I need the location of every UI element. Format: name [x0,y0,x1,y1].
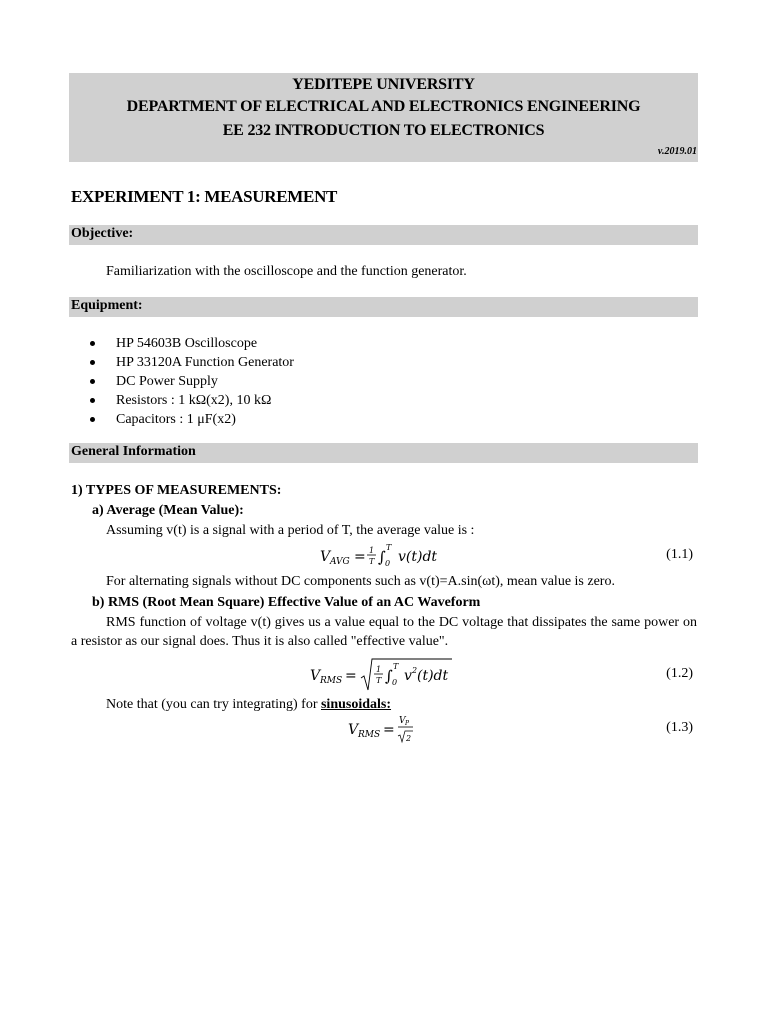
sub-a-title: a) Average (Mean Value): [92,503,244,518]
general-info-section-bar [69,443,698,463]
svg-text:2: 2 [406,734,412,743]
svg-text:V: V [348,722,359,738]
equation-rms-sinusoidal-svg [348,712,428,746]
list-item: HP 33120A Function Generator [90,353,294,372]
university-name: YEDITEPE UNIVERSITY [292,76,475,93]
equation-rms-svg [310,656,470,694]
svg-text:2: 2 [412,666,418,675]
svg-text:1: 1 [369,546,375,555]
svg-text:V: V [399,716,406,726]
svg-text:(t)dt: (t)dt [417,668,449,684]
equation-average [320,540,500,576]
equation-rms-sinusoidal [348,712,428,750]
svg-text:RMS: RMS [320,676,343,686]
svg-text:RMS: RMS [358,730,381,740]
equipment-list [90,334,294,429]
general-info-heading: General Information [71,444,196,459]
sub-a-note: For alternating signals without DC components such as v(t)=A.sin(ωt), mean value is zero. [106,574,615,589]
svg-text:=: = [354,549,366,565]
version-label: v.2019.01 [657,146,697,157]
svg-text:V: V [310,668,321,684]
objective-section-bar [69,225,698,245]
department-name: DEPARTMENT OF ELECTRICAL AND ELECTRONICS ENGINEERING [126,98,641,115]
svg-text:V: V [320,549,331,565]
equation-average-svg [320,540,500,572]
equation-number: (1.3) [666,720,693,735]
svg-text:v(t)dt: v(t)dt [398,549,438,565]
svg-text:=: = [345,668,357,684]
svg-text:T: T [393,662,399,671]
svg-text:T: T [369,557,375,566]
sub-a-text: Assuming v(t) is a signal with a period of T, the average value is : [106,523,475,538]
objective-text: Familiarization with the oscilloscope and the function generator. [106,264,467,279]
equation-number: (1.1) [666,547,693,562]
note-emphasis: sinusoidals: [320,697,392,712]
svg-text:P: P [405,720,410,727]
list-item: DC Power Supply [90,372,294,391]
objective-heading: Objective: [71,226,134,241]
list-item: Capacitors : 1 μF(x2) [90,410,294,429]
list-item: Resistors : 1 kΩ(x2), 10 kΩ [90,391,294,410]
svg-text:=: = [383,722,395,738]
equation-number: (1.2) [666,666,693,681]
svg-text:∫: ∫ [385,667,393,685]
svg-text:0: 0 [385,559,391,568]
svg-text:v: v [404,668,412,684]
sub-b-title: b) RMS (Root Mean Square) Effective Value of an AC Waveform [92,595,481,610]
svg-text:0: 0 [392,678,398,687]
svg-text:T: T [376,676,382,685]
svg-text:T: T [386,543,392,552]
note-prefix: Note that (you can try integrating) for [106,697,321,712]
sub-b-text: RMS function of voltage v(t) gives us a value equal to the DC voltage that dissipates the same power on a resistor as our signal does. Thus it is also called "effective value". [71,615,697,649]
experiment-title: EXPERIMENT 1: MEASUREMENT [71,187,338,206]
list-item: HP 54603B Oscilloscope [90,334,294,353]
course-title: EE 232 INTRODUCTION TO ELECTRONICS [222,122,545,139]
svg-text:1: 1 [376,665,382,674]
equipment-section-bar [69,297,698,317]
section1-title: 1) TYPES OF MEASUREMENTS: [71,483,282,498]
svg-text:∫: ∫ [378,548,386,566]
equation-rms [310,656,470,698]
equipment-heading: Equipment: [71,298,143,313]
svg-text:AVG: AVG [330,557,350,567]
